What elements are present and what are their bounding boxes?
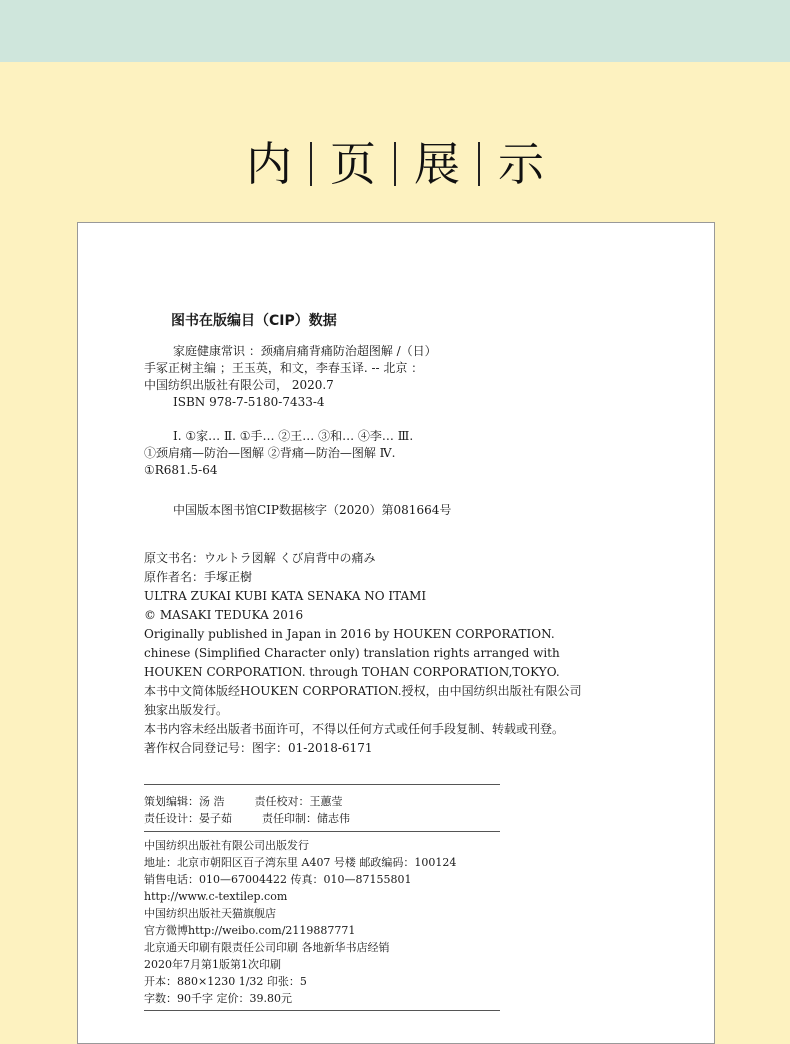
cip-line: ISBN 978-7-5180-7433-4: [173, 395, 325, 409]
divider-line: [144, 1010, 500, 1011]
cip-line: 中国纺织出版社有限公司， 2020.7: [144, 378, 334, 392]
original-info-line: Originally published in Japan in 2016 by HOUKEN CORPORATION.: [144, 627, 555, 641]
publisher-line: 中国纺织出版社天猫旗舰店: [144, 907, 276, 920]
editor-credit: 责任印制：储志伟: [262, 812, 350, 825]
section-heading: [0, 136, 790, 192]
classification-line: ①颈肩痛—防治—图解 ②背痛—防治—图解 Ⅳ.: [144, 446, 396, 460]
original-info-line: 原作者名：手塚正樹: [144, 570, 253, 584]
publisher-line: 中国纺织出版社有限公司出版发行: [144, 839, 309, 852]
cip-record-number: 中国版本图书馆CIP数据核字（2020）第081664号: [173, 503, 452, 517]
publisher-line: 销售电话：010—67004422 传真：010—87155801: [144, 873, 412, 886]
classification-block: [144, 428, 413, 479]
publisher-block: [144, 837, 456, 1007]
classification-line: ①R681.5-64: [144, 463, 218, 477]
cip-title: 图书在版编目（CIP）数据: [171, 313, 337, 329]
editor-credit: 策划编辑：汤 浩: [144, 795, 225, 808]
original-info-line: 著作权合同登记号：图字：01-2018-6171: [144, 741, 373, 755]
original-info-line: ULTRA ZUKAI KUBI KATA SENAKA NO ITAMI: [144, 589, 427, 603]
publisher-line: 官方微博http://weibo.com/2119887771: [144, 924, 356, 937]
heading-char: 展: [414, 137, 460, 191]
publisher-line: 地址：北京市朝阳区百子湾东里 A407 号楼 邮政编码：100124: [144, 856, 457, 869]
heading-char: 示: [498, 137, 544, 191]
editor-row: [144, 793, 350, 810]
publisher-line: 北京通天印刷有限责任公司印刷 各地新华书店经销: [144, 941, 390, 954]
heading-divider: [478, 142, 480, 186]
classification-line: Ⅰ. ①家… Ⅱ. ①手… ②王… ③和… ④李… Ⅲ.: [173, 429, 414, 443]
editors-block: [144, 793, 350, 827]
original-info-line: 原文书名：ウルトラ図解 くび肩背中の痛み: [144, 551, 376, 565]
cip-line: 家庭健康常识 ：颈痛肩痛背痛防治超图解 /（日）: [173, 344, 437, 358]
original-info-line: 本书内容未经出版者书面许可，不得以任何方式或任何手段复制、转载或刊登。: [144, 722, 565, 736]
original-info-line: © MASAKI TEDUKA 2016: [144, 608, 304, 622]
editor-row: [144, 810, 350, 827]
editor-credit: 责任校对：王蕙莹: [254, 795, 343, 808]
divider-line: [144, 831, 500, 832]
cip-block: [144, 343, 437, 411]
heading-char: 内: [246, 137, 292, 191]
heading-divider: [310, 142, 312, 186]
heading-char: 页: [330, 137, 376, 191]
cip-line: 手冢正树主编 ；王玉英，和文，李春玉译. -- 北京 ：: [144, 361, 424, 375]
divider-line: [144, 784, 500, 785]
heading-divider: [394, 142, 396, 186]
original-info-line: chinese (Simplified Character only) translation rights arranged with: [144, 646, 560, 660]
copyright-page: [77, 222, 715, 1044]
original-info-line: 独家出版发行。: [144, 703, 229, 717]
original-info-line: 本书中文简体版经HOUKEN CORPORATION.授权，由中国纺织出版社有限公司: [144, 684, 582, 698]
original-info-block: [144, 549, 582, 758]
publisher-line: http://www.c-textilep.com: [144, 890, 288, 903]
editor-credit: 责任设计：晏子茹: [144, 812, 232, 825]
publisher-line: 开本：880×1230 1/32 印张：5: [144, 975, 307, 988]
publisher-line: 字数：90千字 定价：39.80元: [144, 992, 292, 1005]
original-info-line: HOUKEN CORPORATION. through TOHAN CORPORATION,TOKYO.: [144, 665, 560, 679]
top-band: [0, 0, 790, 62]
publisher-line: 2020年7月第1版第1次印刷: [144, 958, 281, 971]
